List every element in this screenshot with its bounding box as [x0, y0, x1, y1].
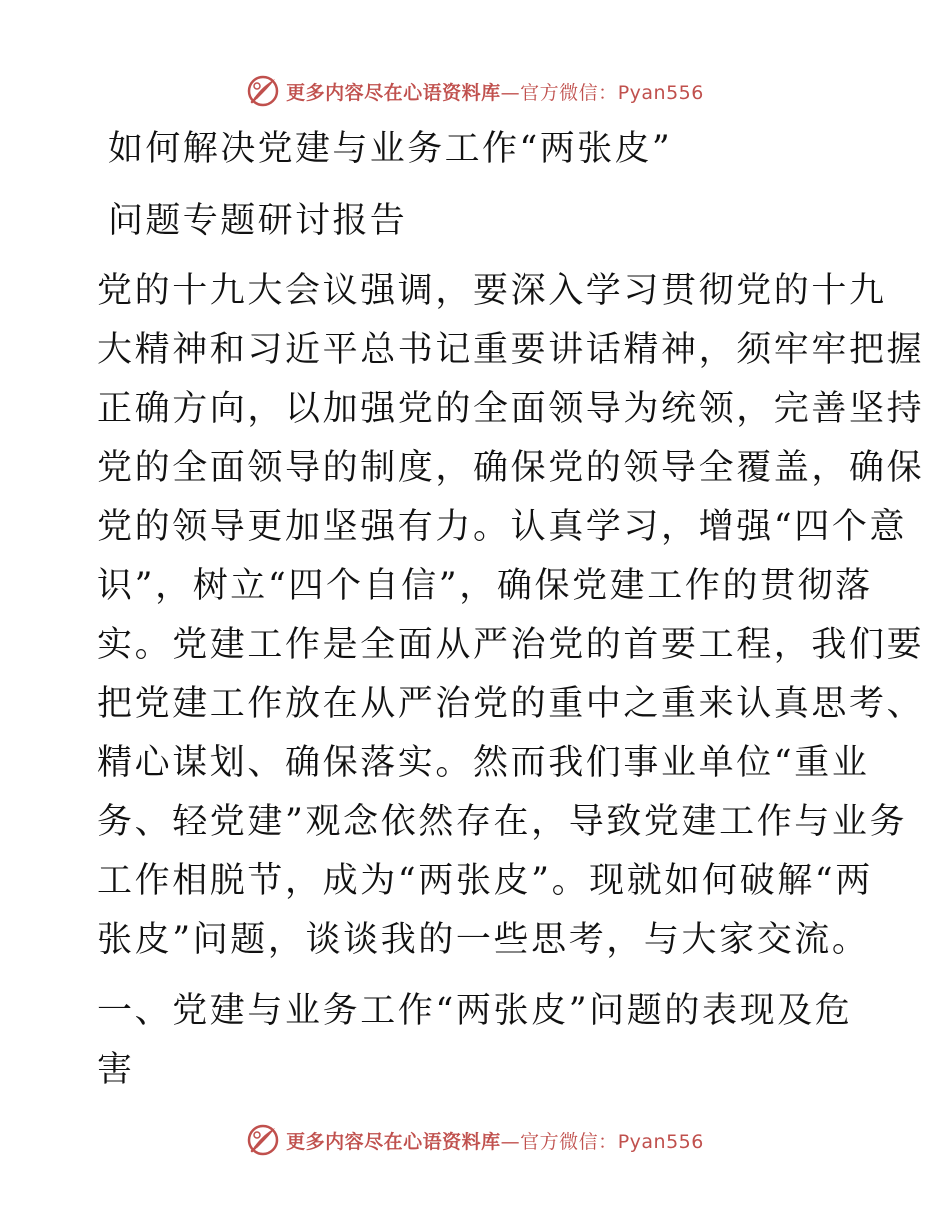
paragraph-line: 识”，树立“四个自信”，确保党建工作的贯彻落 [97, 566, 873, 606]
paragraph-line: 大精神和习近平总书记重要讲话精神，须牢牢把握 [97, 330, 925, 370]
quill-logo-icon [246, 74, 280, 108]
document-title-line-2: 问题专题研讨报告 [108, 201, 408, 241]
paragraph-line: 党的领导更加坚强有力。认真学习，增强“四个意 [97, 507, 908, 547]
intro-paragraph [97, 262, 925, 970]
banner-main-text: 更多内容尽在心语资料库 [286, 81, 501, 104]
paragraph-line: 把党建工作放在从严治党的重中之重来认真思考、 [97, 684, 925, 724]
paragraph-line: 张皮”问题，谈谈我的一些思考，与大家交流。 [97, 920, 870, 960]
banner-wechat-label: 官方微信： [520, 1130, 618, 1153]
footer-banner[interactable] [0, 1120, 950, 1160]
banner-wechat-label: 官方微信： [520, 81, 618, 104]
banner-separator: — [500, 81, 521, 104]
paragraph-line: 正确方向，以加强党的全面领导为统领，完善坚持 [97, 389, 925, 429]
quill-logo-icon [246, 1123, 280, 1157]
paragraph-line: 务、轻党建”观念依然存在，导致党建工作与业务 [97, 802, 908, 842]
banner-main-text: 更多内容尽在心语资料库 [286, 1130, 501, 1153]
paragraph-line: 实。党建工作是全面从严治党的首要工程，我们要 [97, 625, 925, 665]
banner-text [286, 78, 704, 105]
paragraph-line: 党的十九大会议强调，要深入学习贯彻党的十九 [97, 271, 887, 311]
banner-wechat-id: Pyan556 [617, 81, 704, 104]
section-heading-line: 一、党建与业务工作“两张皮”问题的表现及危 [97, 991, 853, 1031]
paragraph-line: 党的全面领导的制度，确保党的领导全覆盖，确保 [97, 448, 925, 488]
paragraph-line: 精心谋划、确保落实。然而我们事业单位“重业 [97, 743, 870, 783]
banner-wechat-id: Pyan556 [617, 1130, 704, 1153]
section-heading [97, 982, 857, 1100]
banner-separator: — [500, 1130, 521, 1153]
paragraph-line: 工作相脱节，成为“两张皮”。现就如何破解“两 [97, 861, 873, 901]
document-title-line-1: 如何解决党建与业务工作“两张皮” [108, 129, 673, 169]
section-heading-line: 害 [97, 1050, 135, 1090]
header-banner[interactable] [0, 71, 950, 111]
banner-text [286, 1127, 704, 1154]
